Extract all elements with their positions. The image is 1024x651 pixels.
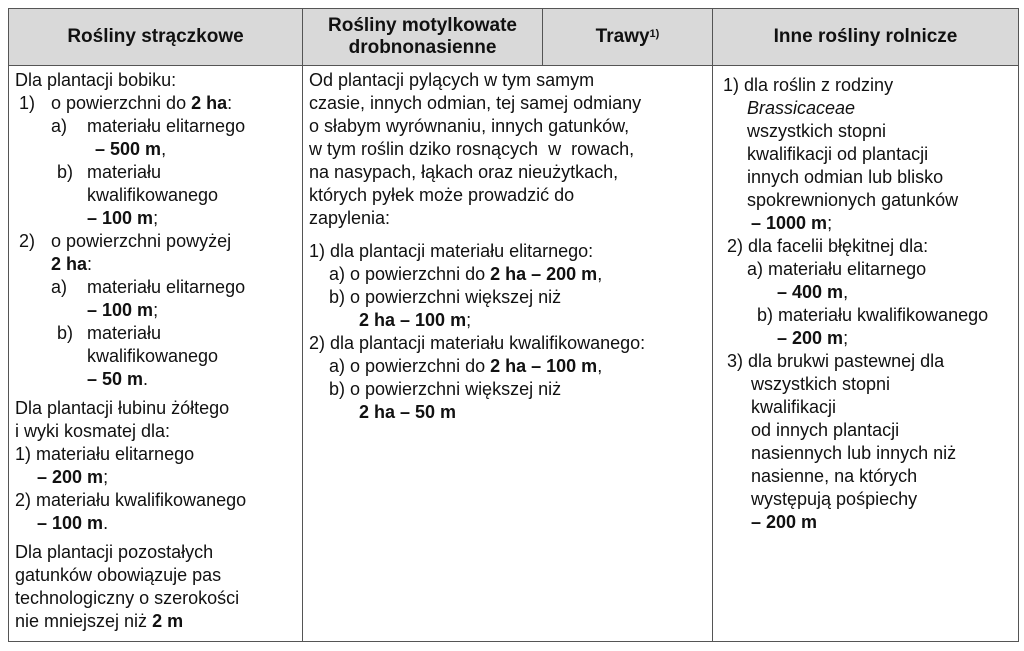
header-legumes: Rośliny strączkowe: [9, 9, 303, 66]
header-other-crops: Inne rośliny rolnicze: [713, 9, 1019, 66]
isolation-distance-table: [8, 8, 1019, 642]
content-row: [9, 66, 1019, 642]
bean-intro: Dla plantacji bobiku:: [15, 70, 177, 90]
header-small-seeded-legumes: Rośliny motylkowate drobnonasienne: [303, 9, 543, 66]
other-crops-cell: 1) dla roślin z rodziny Brassicaceae wszystkich stopni kwalifikacji od plantacji innych odmian lub blisko spokrewnionych gatunków – 1000 m; 2) dla facelii błękitnej dla: a) materiału elitarnego – 400 m, b) materiału kwalifikowanego – 200 m; 3) dla brukwi pastewnej dla wszystkich stopni kwalifikacji od innych plantacji nasiennych lub innych niż nasienne, na których występują pośpiechy – 200 m: [713, 66, 1019, 642]
header-grasses: Trawy$^{1)}$: [543, 9, 713, 66]
legumes-cell: Dla plantacji bobiku: 1) o powierzchni do 2 ha: a) materiału elitarnego – 500 m, b) materiału kwalifikowanego – 100 m; 2) o powierzchni powyżej 2 ha: a) materiału elitarnego – 100 m; b) materiału kwalifikowanego – 50 m. Dla plantacji łubinu żółtego i wyki kosmatej dla: 1) materiału elitarnego – 200 m; 2) materiału kwalifikowanego – 100 m. Dla plantacji pozostałych gatunków obowiązuje pas technologiczny o szerokości nie mniejszej niż 2 m: [9, 66, 303, 642]
footnote-marker: 1): [649, 28, 660, 40]
header-row: [9, 9, 1019, 66]
small-seeded-legumes-and-grasses-cell: Od plantacji pylących w tym samym czasie, innych odmian, tej samej odmiany o słabym wyrównaniu, innych gatunków, w tym roślin dziko rosnących w rowach, na nasypach, łąkach oraz nieużytkach, których pyłek może prowadzić do zapylenia: 1) dla plantacji materiału elitarnego: a) o powierzchni do 2 ha – 200 m, b) o powierzchni większej niż 2 ha – 100 m; 2) dla plantacji materiału kwalifikowanego: a) o powierzchni do 2 ha – 100 m, b) o powierzchni większej niż 2 ha – 50 m: [303, 66, 713, 642]
